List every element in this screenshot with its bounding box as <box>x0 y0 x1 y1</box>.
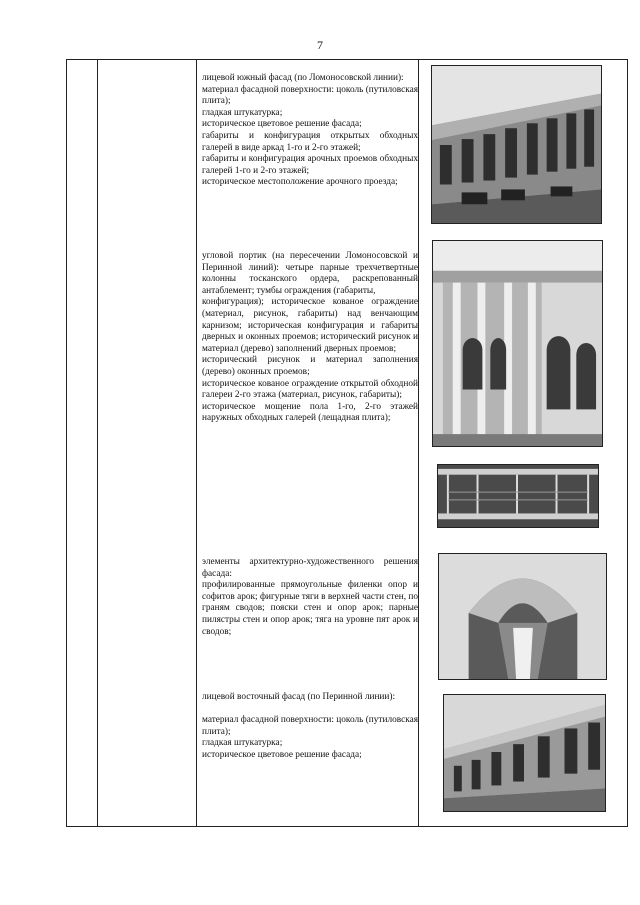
text-line: элементы архитектурно-художественного решения фасада: <box>202 557 418 579</box>
text-line: гладкая штукатурка; <box>202 738 283 749</box>
text-line: лицевой восточный фасад (по Перинной линии): <box>202 692 396 702</box>
monument-table <box>66 59 628 827</box>
east-facade-photo <box>443 694 606 812</box>
text-line: историческое цветовое решение фасада; <box>202 119 362 130</box>
text-line: угловой портик (на пересечении Ломоносовской и Перинной линий): четыре парные трехчетвертные колонны тосканского ордера, раскрепованный антаблемент; тумбы ограждения (габариты, <box>202 251 418 296</box>
text-line: исторический рисунок и материал заполнения (дерево) оконных проемов; <box>202 355 418 377</box>
text-line: гладкая штукатурка; <box>202 107 283 118</box>
text-line: габариты и конфигурация арочных проемов обходных галерей 1-го и 2-го этажей; <box>202 154 418 176</box>
text-line: историческое кованое ограждение открытой обходной галереи 2-го этажа (материал, рисунок, габариты); <box>202 378 418 401</box>
text-line: габариты и конфигурация открытых обходных галерей в виде аркад 1-го и 2-го этажей; <box>202 130 418 153</box>
text-block-east-facade <box>202 692 418 762</box>
page-number: 7 <box>317 38 323 52</box>
text-line: материал фасадной поверхности: цоколь (путиловская плита); <box>202 84 418 107</box>
column-divider-1 <box>97 60 98 826</box>
text-line: лицевой южный фасад (по Ломоносовской линии): <box>202 73 404 83</box>
railing-photo <box>437 464 599 528</box>
corner-portico-photo <box>432 240 603 447</box>
gallery-interior-photo <box>438 553 607 680</box>
text-line: историческое мощение пола 1-го, 2-го этажей наружных обходных галерей (лещадная плита); <box>202 401 418 424</box>
text-line <box>202 704 418 716</box>
text-block-architectural-elements <box>202 557 418 638</box>
text-line: материал фасадной поверхности: цоколь (путиловская плита); <box>202 715 418 737</box>
column-divider-3 <box>418 60 419 826</box>
text-line: историческое местоположение арочного проезда; <box>202 177 398 188</box>
text-line: конфигурация); историческое кованое ограждение (материал, рисунок, габариты) над венчающим карнизом; историческая конфигурация и габариты дверных и оконных проемов; исторический рисунок и материал (дерево) заполнений дверных проемов; <box>202 297 418 354</box>
text-block-corner-portico <box>202 251 418 425</box>
text-line: историческое цветовое решение фасада; <box>202 749 362 760</box>
text-block-south-facade <box>202 73 418 189</box>
text-line: профилированные прямоугольные филенки опор и софитов арок; фигурные тяги в верхней части стен, по граням сводов; пояски стен и опор арок; парные пилястры стен и опор арок; тяга на уровне пят арок и сводов; <box>202 580 418 637</box>
south-facade-photo <box>431 65 602 224</box>
column-divider-2 <box>196 60 197 826</box>
